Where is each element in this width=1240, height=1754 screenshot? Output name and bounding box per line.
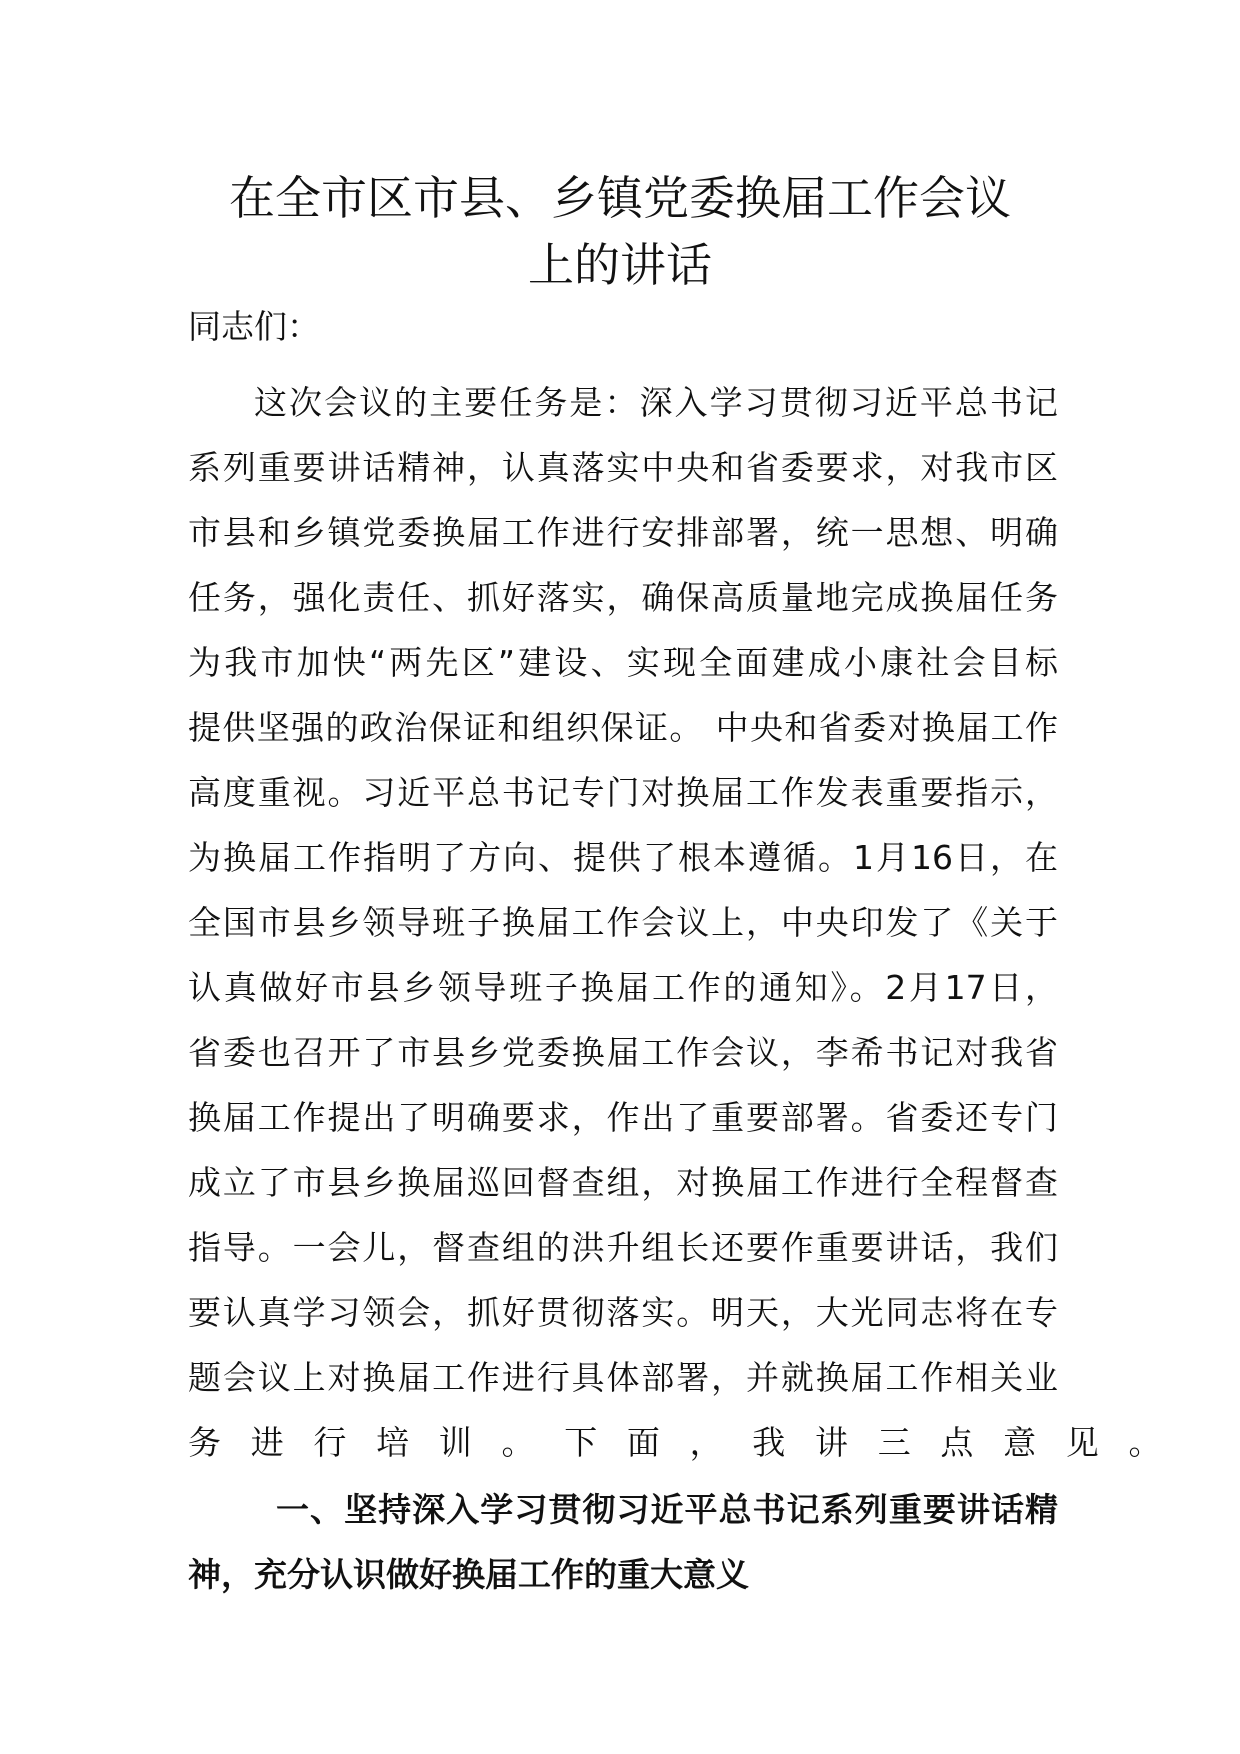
body-line: 为我市加快“两先区”建设、实现全面建成小康社会目标 xyxy=(188,643,1058,682)
section-heading xyxy=(188,1477,1058,1607)
body-line: 指导。一会儿，督查组的洪升组长还要作重要讲话，我们 xyxy=(188,1228,1058,1267)
body-line: 任务，强化责任、抓好落实，确保高质量地完成换届任务 xyxy=(188,578,1058,617)
section-heading-line: 神，充分认识做好换届工作的重大意义 xyxy=(188,1555,749,1594)
body-line: 务进行培训。下面，我讲三点意见。 xyxy=(188,1423,1192,1462)
body-paragraph xyxy=(188,370,1192,1475)
document-title-line-1: 在全市区市县、乡镇党委换届工作会议 xyxy=(229,171,1011,225)
document-title-line-2: 上的讲话 xyxy=(528,238,712,292)
body-line: 换届工作提出了明确要求，作出了重要部署。省委还专门 xyxy=(188,1098,1058,1137)
body-line: 省委也召开了市县乡党委换届工作会议，李希书记对我省 xyxy=(188,1033,1058,1072)
body-line: 市县和乡镇党委换届工作进行安排部署，统一思想、明确 xyxy=(188,513,1058,552)
salutation: 同志们： xyxy=(188,307,320,346)
body-line: 认真做好市县乡领导班子换届工作的通知》。2月17日， xyxy=(188,968,1058,1007)
body-line: 要认真学习领会，抓好贯彻落实。明天，大光同志将在专 xyxy=(188,1293,1058,1332)
body-line: 成立了市县乡换届巡回督查组，对换届工作进行全程督查 xyxy=(188,1163,1058,1202)
body-line: 提供坚强的政治保证和组织保证。 中央和省委对换届工作 xyxy=(188,708,1058,747)
body-line: 题会议上对换届工作进行具体部署，并就换届工作相关业 xyxy=(188,1358,1058,1397)
body-line: 全国市县乡领导班子换届工作会议上，中央印发了《关于 xyxy=(188,903,1058,942)
body-line: 系列重要讲话精神，认真落实中央和省委要求，对我市区 xyxy=(188,448,1058,487)
body-line: 高度重视。习近平总书记专门对换届工作发表重要指示， xyxy=(188,773,1058,812)
section-heading-line: 一、坚持深入学习贯彻习近平总书记系列重要讲话精 xyxy=(276,1490,1058,1529)
body-line: 为换届工作指明了方向、提供了根本遵循。1月16日，在 xyxy=(188,838,1058,877)
body-line: 这次会议的主要任务是：深入学习贯彻习近平总书记 xyxy=(254,383,1058,422)
